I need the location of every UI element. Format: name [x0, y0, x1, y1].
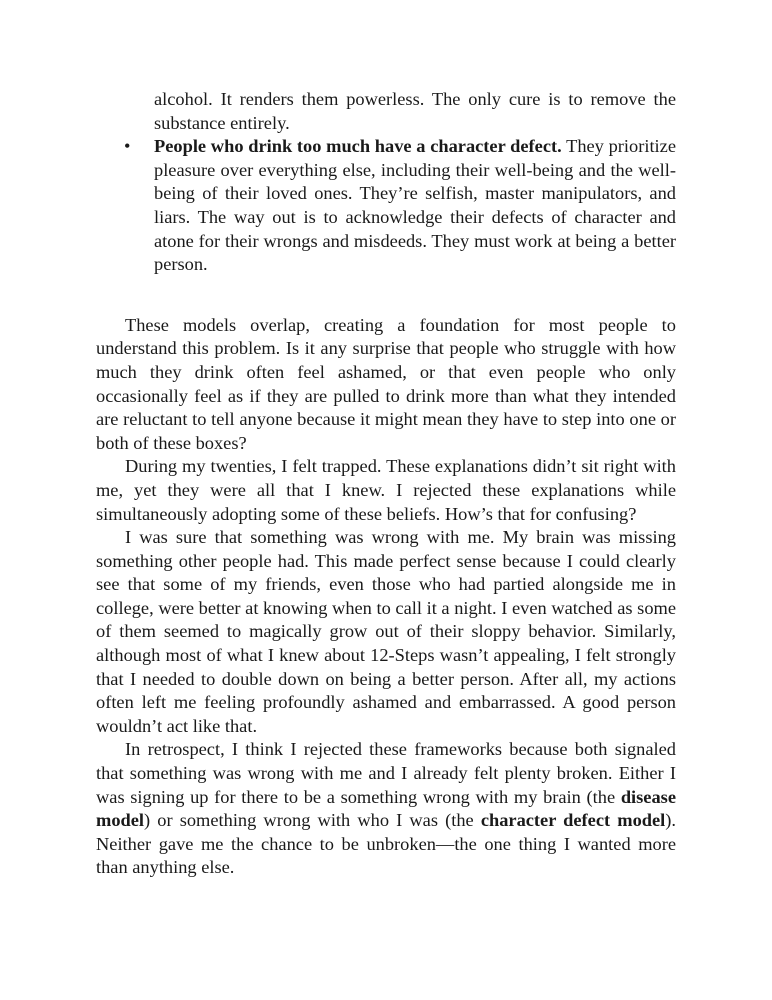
section-spacer [96, 277, 676, 314]
bullet-body-text: They prioritize pleasure over everything else, including their well-being and the well-being of their loved ones. They’re selfish, master manipulators, and liars. The way out is to acknowledge their defects of character and atone for their wrongs and misdeeds. They must work at being a better person. [154, 136, 676, 275]
body-text [96, 314, 676, 880]
bold-term-character-defect-model: character defect model [480, 810, 666, 831]
paragraph-text: ). Neither gave me the chance to be unbroken—the one thing I wanted more than anything else. [96, 810, 677, 878]
paragraph: These models overlap, creating a foundation for most people to understand this problem. Is it any surprise that people who struggle with how much they drink often feel ashamed, or that even people who only occasionally feel as if they are pulled to drink more than what they intended are reluctant to tell anyone because it might mean they have to step into one or both of these boxes? [96, 314, 676, 453]
bullet-paragraph [154, 135, 676, 277]
bullet-lead-bold: People who drink too much have a character defect. [154, 136, 562, 157]
paragraph: I was sure that something was wrong with me. My brain was missing something other people had. This made perfect sense because I could clearly see that some of my friends, even those who had partied alongside me in college, were better at knowing when to call it a night. I even watched as some of them seemed to magically grow out of their sloppy behavior. Similarly, although most of what I knew about 12-Steps wasn’t appealing, I felt strongly that I needed to double down on being a better person. After all, my actions often left me feeling profoundly ashamed and embarrassed. A good person wouldn’t act like that. [96, 527, 676, 736]
bold-term-disease-model: disease model [96, 786, 676, 831]
paragraph: During my twenties, I felt trapped. These explanations didn’t sit right with me, yet they were all that I knew. I rejected these explanations while simultaneously adopting some of these beliefs. How’s that for confusing? [96, 456, 676, 524]
paragraph-text: ) or something wrong with who I was (the [144, 810, 481, 831]
paragraph-final [96, 738, 676, 880]
bullet-continuation-text: alcohol. It renders them powerless. The only cure is to remove the substance entirely. [154, 89, 676, 133]
list-item [96, 135, 676, 277]
paragraph-text: In retrospect, I think I rejected these frameworks because both signaled that something was wrong with me and I already felt plenty broken. Either I was signing up for there to be a something wrong with my brain (the [96, 739, 676, 807]
bullet-dot-icon: • [124, 136, 131, 157]
bullet-list [96, 135, 676, 277]
